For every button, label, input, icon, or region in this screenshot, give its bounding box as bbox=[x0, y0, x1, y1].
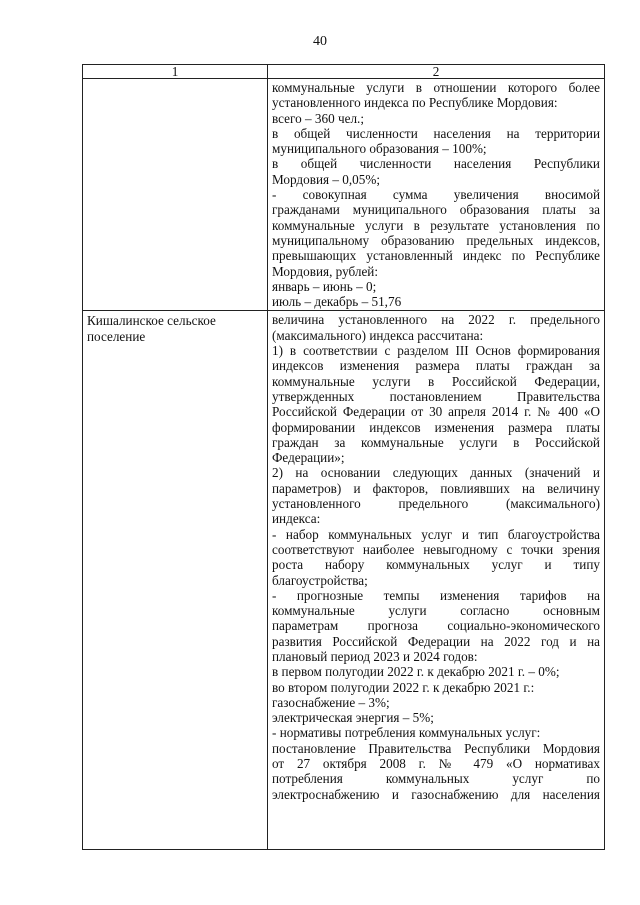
text-line: потребления коммунальных услуг по bbox=[272, 771, 600, 787]
table-header-row bbox=[83, 65, 605, 79]
text-line: гражданами муниципального образования платы за bbox=[272, 202, 600, 218]
table-row bbox=[83, 79, 605, 311]
text-line: формировании индексов изменения размера платы bbox=[272, 419, 600, 435]
text-line: роста набору коммунальных услуг и типу bbox=[272, 557, 600, 573]
description-cell bbox=[268, 79, 605, 311]
description-cell bbox=[268, 311, 605, 850]
text-line: 1) в соответствии с разделом III Основ формирования bbox=[272, 343, 600, 359]
page-number: 40 bbox=[313, 34, 327, 49]
text-line: коммунальные услуги в отношении которого более bbox=[272, 80, 600, 95]
text-line: муниципального образования – 100%; bbox=[272, 141, 487, 157]
text-line: январь – июнь – 0; bbox=[272, 278, 377, 294]
column-header-1: 1 bbox=[83, 65, 268, 79]
text-line: (максимального) индекса рассчитана: bbox=[272, 327, 484, 343]
text-line: индекса: bbox=[272, 511, 321, 527]
text-line: постановление Правительства Республики Мордовия bbox=[272, 740, 600, 756]
text-line: - прогнозные темпы изменения тарифов на bbox=[272, 587, 600, 603]
text-line: во втором полугодии 2022 г. к декабрю 2021 г.: bbox=[272, 679, 535, 695]
text-line: муниципальному образованию предельных индексов, bbox=[272, 232, 600, 248]
text-line: газоснабжение – 3%; bbox=[272, 694, 390, 710]
text-line: от 27 октября 2008 г. № 479 «О нормативах bbox=[272, 756, 600, 772]
text-line: Российской Федерации от 30 апреля 2014 г. № 400 «О bbox=[272, 404, 600, 420]
text-line: развития Российской Федерации на 2022 год и на bbox=[272, 633, 600, 649]
text-line: коммунальные услуги согласно основным bbox=[272, 603, 600, 619]
text-line: в общей численности населения Республики bbox=[272, 156, 600, 172]
text-line: июль – декабрь – 51,76 bbox=[272, 294, 402, 310]
text-line: в общей численности населения на территории bbox=[272, 125, 600, 141]
text-line: превышающих установленный индекс по Республике bbox=[272, 248, 600, 264]
text-line: Мордовия – 0,05%; bbox=[272, 171, 380, 187]
text-line: установленного индекса по Республике Мордовия: bbox=[272, 95, 558, 111]
text-line: утвержденных постановлением Правительства bbox=[272, 388, 600, 404]
text-line: - совокупная сумма увеличения вносимой bbox=[272, 187, 600, 203]
text-line: 2) на основании следующих данных (значений и bbox=[272, 465, 600, 481]
text-line: плановый период 2023 и 2024 годов: bbox=[272, 648, 478, 664]
text-line: - набор коммунальных услуг и тип благоустройства bbox=[272, 526, 600, 542]
text-line: установленного предельного (максимального) bbox=[272, 496, 600, 512]
document-table bbox=[82, 64, 605, 850]
municipality-cell: Кишалинское сельское поселение bbox=[83, 311, 268, 850]
text-line: индексов изменения размера платы граждан за bbox=[272, 358, 600, 374]
text-line: Федерации»; bbox=[272, 450, 345, 466]
text-line: величина установленного на 2022 г. предельного bbox=[272, 312, 600, 328]
text-line: параметрам прогноза социально-экономического bbox=[272, 618, 600, 634]
municipality-cell bbox=[83, 79, 268, 311]
text-line: благоустройства; bbox=[272, 572, 368, 588]
column-header-2: 2 bbox=[268, 65, 605, 79]
table-row bbox=[83, 311, 605, 850]
text-line: - нормативы потребления коммунальных услуг: bbox=[272, 725, 541, 741]
text-line: соответствуют наиболее невыгодному с точки зрения bbox=[272, 541, 600, 557]
text-line: электрическая энергия – 5%; bbox=[272, 710, 434, 726]
text-line: электроснабжению и газоснабжению для населения bbox=[272, 786, 600, 802]
text-line: коммунальные услуги в результате установления по bbox=[272, 217, 600, 233]
text-line: Мордовия, рублей: bbox=[272, 263, 379, 279]
text-line: коммунальные услуги в Российской Федерации, bbox=[272, 373, 600, 389]
text-line: в первом полугодии 2022 г. к декабрю 2021 г. – 0%; bbox=[272, 664, 560, 680]
text-line: граждан за коммунальные услуги в Российской bbox=[272, 434, 600, 450]
text-line: всего – 360 чел.; bbox=[272, 110, 364, 126]
text-line: параметров) и факторов, повлиявших на величину bbox=[272, 480, 600, 496]
